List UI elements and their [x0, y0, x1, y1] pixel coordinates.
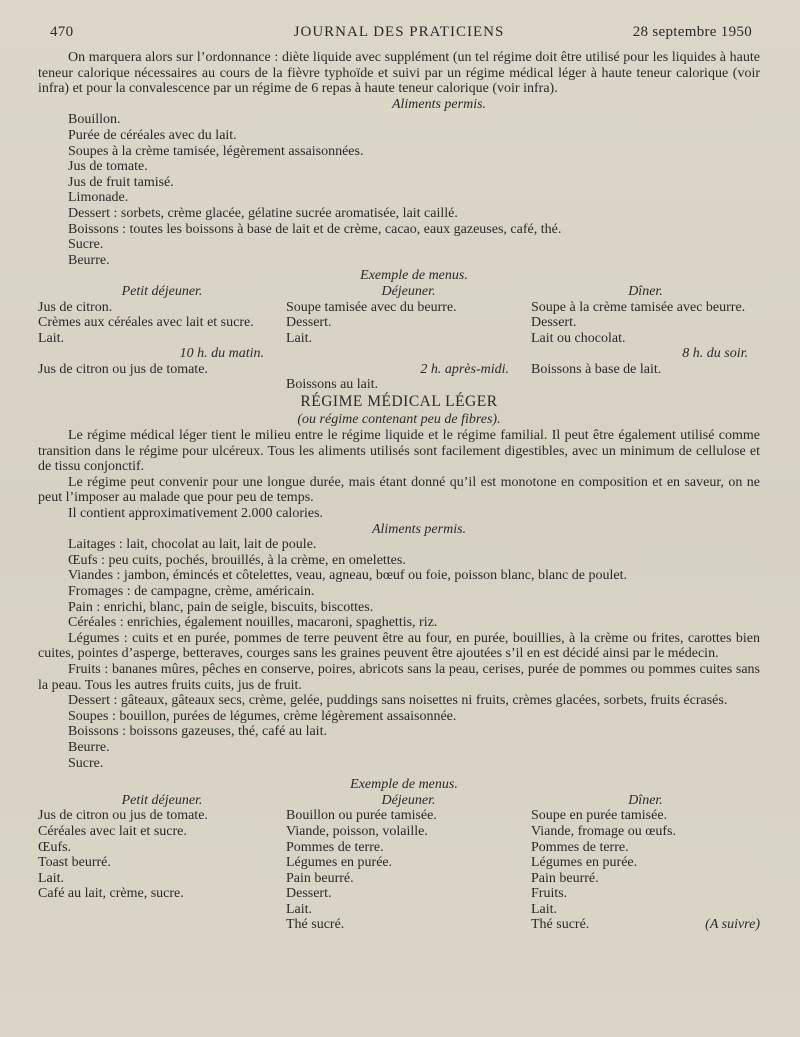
- menu-title: Petit déjeuner.: [121, 283, 203, 299]
- page-header: [38, 24, 760, 50]
- menu-line: Bouillon ou purée tamisée.: [286, 808, 437, 824]
- menu-line: Pain beurré.: [286, 870, 354, 886]
- menu-line: Pommes de terre.: [531, 839, 629, 855]
- menu-line: Lait.: [38, 870, 65, 886]
- list-item: Beurre.: [68, 252, 110, 268]
- menu-line: Lait.: [286, 330, 313, 346]
- list-item: Dessert : sorbets, crème glacée, gélatine sucrée aromatisée, lait caillé.: [68, 205, 458, 221]
- menu-line: Soupe à la crème tamisée avec beurre.: [531, 299, 746, 315]
- page-number: 470: [50, 24, 74, 40]
- menu-line: Pain beurré.: [531, 870, 599, 886]
- menu-line: Café au lait, crème, sucre.: [38, 886, 184, 902]
- menu-title: Dîner.: [628, 283, 663, 299]
- menu-time: 10 h. du matin.: [179, 346, 264, 362]
- list-item: Légumes : cuits et en purée, pommes de terre peuvent être au four, en purée, bouillies, à la crème ou frites, carottes bien cuites, pointes d’asperge, betteraves, courges sans les graines peuvent être ajoutées s’il en est décidé ainsi par le médecin.: [38, 630, 760, 662]
- menu-line: Légumes en purée.: [286, 855, 393, 871]
- menu-time: 2 h. après-midi.: [420, 361, 509, 377]
- list-item: Boissons : boissons gazeuses, thé, café au lait.: [68, 724, 327, 740]
- menu-line: Viande, fromage ou œufs.: [531, 823, 676, 839]
- list-item: Jus de tomate.: [68, 159, 148, 175]
- menu-line: Jus de citron ou jus de tomate.: [38, 808, 208, 824]
- menu-column-lunch: [286, 284, 531, 393]
- section-subtitle: (ou régime contenant peu de fibres).: [297, 412, 501, 428]
- list-item: Sucre.: [68, 755, 104, 771]
- continuation-note: (A suivre): [705, 917, 760, 933]
- menu-line: Dessert.: [531, 315, 577, 331]
- menu-line: Thé sucré.: [286, 917, 345, 933]
- list-item: Viandes : jambon, émincés et côtelettes, veau, agneau, bœuf ou foie, poisson blanc, blanc de poulet.: [68, 568, 627, 584]
- menu-line: Dessert.: [286, 886, 332, 902]
- menu-line: Fruits.: [531, 886, 568, 902]
- section-title: RÉGIME MÉDICAL LÉGER: [300, 393, 498, 411]
- list-item: Purée de céréales avec du lait.: [68, 127, 237, 143]
- list-item: Beurre.: [68, 739, 110, 755]
- menu-line: Jus de citron ou jus de tomate.: [38, 361, 208, 377]
- section-heading: Aliments permis.: [371, 521, 467, 537]
- list-item: Fruits : bananes mûres, pêches en conserve, poires, abricots sans la peau, cerises, purée de pommes ou pommes cuites sans la peau. Tous les autres fruits cuits, jus de fruit.: [38, 661, 760, 693]
- menu-title: Dîner.: [628, 792, 663, 808]
- list-item: Dessert : gâteaux, gâteaux secs, crème, gelée, puddings sans noisettes ni fruits, crèmes glacées, sorbets, fruits écrasés.: [68, 693, 728, 709]
- list-item: Laitages : lait, chocolat au lait, lait de poule.: [68, 537, 317, 553]
- journal-title: JOURNAL DES PRATICIENS: [293, 24, 505, 40]
- menu-line: Lait ou chocolat.: [531, 330, 626, 346]
- list-item: Pain : enrichi, blanc, pain de seigle, biscuits, biscottes.: [68, 599, 374, 615]
- list-item: Soupes : bouillon, purées de légumes, crème légèrement assaisonnée.: [68, 708, 457, 724]
- body-paragraph: Le régime peut convenir pour une longue durée, mais étant donné qu’il est monotone en composition et en saveur, on ne peut l’imposer au malade que pour peu de temps.: [38, 474, 760, 506]
- section-heading: Aliments permis.: [391, 96, 487, 112]
- list-item: Limonade.: [68, 190, 129, 206]
- menu-line: Pommes de terre.: [286, 839, 384, 855]
- menu-line: Lait.: [286, 901, 313, 917]
- list-item: Œufs : peu cuits, pochés, brouillés, à la crème, en omelettes.: [68, 552, 406, 568]
- menu-column-breakfast: [38, 793, 286, 933]
- menu-title: Petit déjeuner.: [121, 792, 203, 808]
- menu-columns: [38, 793, 760, 933]
- list-item: Soupes à la crème tamisée, légèrement assaisonnées.: [68, 143, 364, 159]
- food-list: [38, 537, 760, 771]
- body-paragraph: Le régime médical léger tient le milieu entre le régime liquide et le régime familial. Il peut être également utilisé comme transition dans le régime pour ulcéreux. Tous les aliments utilisés sont facilement digestibles, avec un minimum de cellulose et de tissu conjonctif.: [38, 428, 760, 475]
- menu-heading: Exemple de menus.: [350, 777, 458, 793]
- menu-line: Légumes en purée.: [531, 855, 638, 871]
- list-item: Jus de fruit tamisé.: [68, 174, 174, 190]
- menu-column-lunch: [286, 793, 531, 933]
- menu-line: Soupe tamisée avec du beurre.: [286, 299, 457, 315]
- menu-line: Toast beurré.: [38, 855, 111, 871]
- menu-column-dinner: [531, 284, 760, 393]
- menu-line: Boissons au lait.: [286, 377, 379, 393]
- menu-line: Crèmes aux céréales avec lait et sucre.: [38, 315, 254, 331]
- menu-line: Thé sucré.: [531, 917, 590, 933]
- list-item: Fromages : de campagne, crème, américain.: [68, 584, 315, 599]
- menu-line: Viande, poisson, volaille.: [286, 823, 428, 839]
- menu-line: Lait.: [38, 330, 65, 346]
- menu-line: Céréales avec lait et sucre.: [38, 823, 187, 839]
- menu-column-breakfast: [38, 284, 286, 393]
- menu-line: Boissons à base de lait.: [531, 361, 662, 377]
- menu-line: Lait.: [531, 901, 558, 917]
- menu-line: Jus de citron.: [38, 299, 113, 315]
- list-item: Boissons : toutes les boissons à base de lait et de crème, cacao, eaux gazeuses, café, thé.: [68, 221, 562, 237]
- list-item: Sucre.: [68, 237, 104, 253]
- menu-columns: [38, 284, 760, 393]
- list-item: Céréales : enrichies, également nouilles, macaroni, spaghettis, riz.: [68, 615, 438, 631]
- body-paragraph: Il contient approximativement 2.000 calories.: [68, 506, 324, 522]
- menu-heading: Exemple de menus.: [360, 268, 468, 284]
- menu-title: Déjeuner.: [381, 283, 436, 299]
- food-list: [38, 112, 760, 268]
- menu-time: 8 h. du soir.: [682, 346, 748, 362]
- menu-line: Œufs.: [38, 839, 72, 855]
- menu-line: Soupe en purée tamisée.: [531, 808, 668, 824]
- menu-title: Déjeuner.: [381, 792, 436, 808]
- menu-line: Dessert.: [286, 315, 332, 331]
- menu-column-dinner: [531, 793, 760, 933]
- intro-paragraph: On marquera alors sur l’ordonnance : diète liquide avec supplément (un tel régime doit être utilisé pour les liquides à haute teneur calorique nécessaires au cours de la fièvre typhoïde et suivi par un régime médical léger à haute teneur calorique (voir infra) et pour la convalescence par un régime de 6 repas à haute teneur calorique (voir infra).: [38, 50, 760, 97]
- list-item: Bouillon.: [68, 112, 121, 128]
- issue-date: 28 septembre 1950: [632, 24, 752, 40]
